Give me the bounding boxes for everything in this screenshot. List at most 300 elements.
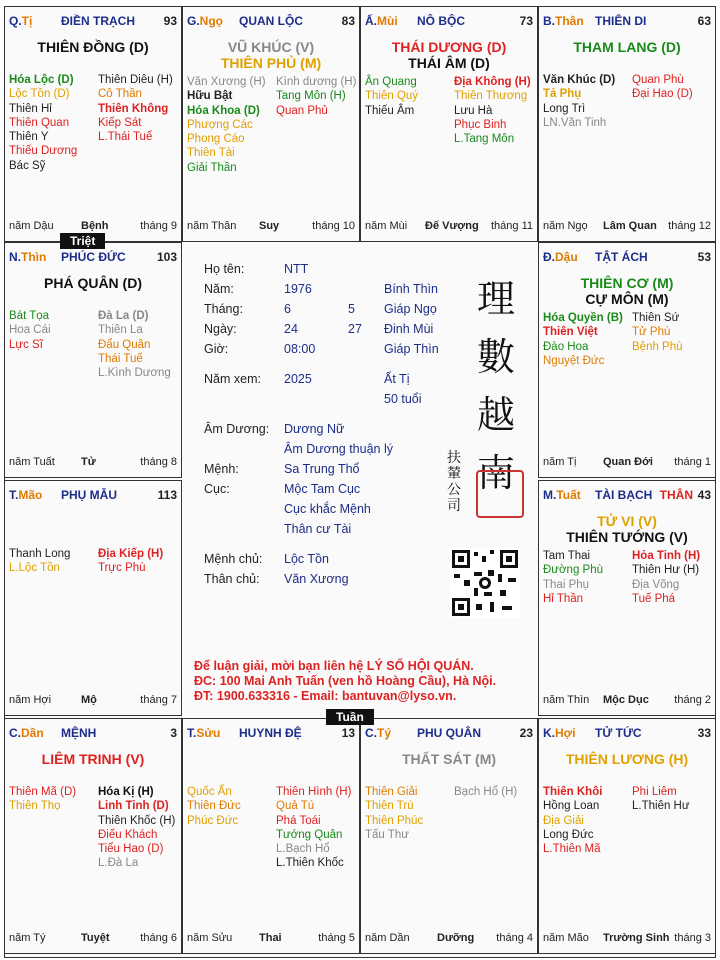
minor-star: L.Tang Môn [454,133,515,146]
minor-star: Lộc Tồn (D) [9,88,70,101]
palace-year: năm Ngọ [543,220,588,232]
palace-branch: Tị [21,14,33,28]
minor-star: Hóa Khoa (D) [187,104,260,117]
minor-star: Thiên Giải [365,786,418,798]
palace-name: PHU QUÂN [417,726,482,740]
minor-star: Địa Không (H) [454,76,531,88]
palace-age: 23 [519,726,533,740]
palace-stem: Ấ. [365,14,377,28]
info-value: 08:00 [284,342,316,356]
info-value: Giáp Ngọ [384,302,437,316]
minor-star: Hoa Cái [9,324,51,337]
palace-footer [365,932,533,946]
minor-star: Quan Phủ [276,104,328,117]
minor-star: Thiên Không [98,102,169,115]
palace-branch: Ngọ [199,14,223,28]
palace-stage: Đế Vượng [425,220,479,232]
palace-name: NÔ BỘC [417,14,465,28]
palace-stage: Mộ [81,694,97,706]
palace-header [9,14,177,30]
palace-stem: K. [543,726,555,740]
minor-star: Kình dương (H) [276,76,357,88]
palace-footer [9,456,177,470]
right-stars [454,75,531,146]
minor-star: Long Trì [543,102,586,115]
palace-year: năm Mão [543,932,589,944]
minor-star: Quan Phù [632,74,684,86]
palace-name: ĐIỀN TRẠCH [61,14,135,28]
info-label: Tháng: [204,302,243,316]
minor-star: Thiên Quan [9,116,70,129]
palace-footer [543,932,711,946]
info-value: Âm Dương thuận lý [284,442,393,456]
palace-cell [4,6,182,242]
info-label: Năm xem: [204,372,261,386]
minor-star: L.Bạch Hổ [276,843,330,856]
palace-age: 13 [341,726,355,740]
calligraphy-logo: 理 數 越 南 [476,277,515,495]
palace-branch: Thìn [21,250,47,264]
minor-star: Long Đức [543,828,594,841]
left-stars [9,73,77,173]
minor-star: Thai Phụ [543,578,590,591]
right-stars [632,785,690,814]
minor-star: L.Thiên Hư [632,800,690,813]
info-label: Cục: [204,482,230,496]
right-stars [98,785,175,871]
minor-star: Phúc Đức [187,814,239,827]
palace-cell [538,718,716,954]
minor-star: Kiếp Sát [98,116,142,129]
info-value: Đinh Mùi [384,322,434,336]
palace-header [365,726,533,742]
palace-header [543,488,711,504]
palace-cell [538,242,716,478]
palace-footer [543,220,711,234]
main-stars [5,751,181,767]
palace-stage: Quan Đới [603,456,653,468]
palace-header [9,250,177,266]
palace-year: năm Tị [543,456,577,468]
minor-star: Đẩu Quân [98,338,151,351]
main-star: CỰ MÔN (M) [585,291,669,307]
palace-stem: Q. [9,14,22,28]
info-value: Cục khắc Mệnh [284,502,371,516]
right-stars [632,73,693,102]
palace-age: 43 [697,488,711,502]
palace-header [187,726,355,742]
palace-year: năm Mùi [365,220,408,232]
palace-cell [538,480,716,716]
palace-stage: Mộc Dục [603,694,649,706]
palace-year: năm Sửu [187,932,233,944]
palace-stage: Lâm Quan [603,220,657,232]
palace-branch: Sửu [196,726,221,740]
main-stars [5,275,181,291]
right-stars [276,785,351,871]
main-stars [539,39,715,55]
palace-stage: Thai [259,932,282,944]
minor-star: Thiên Hỉ [9,102,52,115]
minor-star: Thiên Sứ [632,312,680,324]
palace-cell [182,6,360,242]
left-stars [9,309,51,352]
palace-stage: Suy [259,220,280,232]
info-value: Văn Xương [284,572,349,586]
palace-year: năm Dần [365,932,410,944]
left-stars [543,73,615,130]
main-stars [361,751,537,767]
right-stars [98,309,171,380]
main-stars [539,513,715,545]
palace-name: QUAN LỘC [239,14,303,28]
left-stars [543,549,603,606]
left-stars [187,75,266,175]
right-stars [98,73,173,144]
palace-stem: G. [187,14,200,28]
minor-star: Hồng Loan [543,800,600,813]
palace-stem: C. [365,726,377,740]
info-value: 24 [284,322,298,336]
minor-star: Thái Tuế [98,352,143,365]
minor-star: Hóa Quyền (B) [543,312,623,324]
minor-star: L.Lộc Tồn [9,562,60,575]
minor-star: L.Kình Dương [98,367,171,380]
palace-stem: N. [9,250,21,264]
palace-cell [360,6,538,242]
minor-star: Trực Phù [98,562,146,575]
main-star: THÁI ÂM (D) [408,55,490,71]
right-stars [632,549,700,606]
minor-star: Quốc Ấn [187,786,232,798]
main-star: THÁI DƯƠNG (D) [391,39,507,55]
main-stars [539,751,715,767]
minor-star: Thiên Khốc (H) [98,814,176,827]
minor-star: Thiên Hình (H) [276,786,352,798]
minor-star: Tiểu Hao (D) [98,843,164,856]
main-star: THAM LANG (D) [573,39,681,55]
palace-header [543,250,711,266]
palace-age: 113 [157,488,177,502]
palace-stem: T. [9,488,19,502]
palace-year: năm Tuất [9,456,55,468]
right-stars [632,311,683,354]
minor-star: Thiên Phúc [365,814,424,827]
minor-star: Tam Thai [543,550,591,562]
palace-name: TỬ TỨC [595,726,642,740]
info-label: Ngày: [204,322,237,336]
palace-header [9,488,177,504]
info-value: Giáp Thìn [384,342,439,356]
main-stars [361,39,537,71]
minor-star: Thiên Đức [187,800,241,813]
palace-cell [182,718,360,954]
palace-stem: B. [543,14,555,28]
palace-branch: Tý [377,726,392,740]
minor-star: Thiên Thọ [9,800,61,813]
info-value: 6 [284,302,291,316]
main-star: THIÊN TƯỚNG (V) [566,529,688,545]
palace-year: năm Thìn [543,694,590,706]
palace-month: tháng 4 [496,932,533,944]
right-stars [276,75,356,118]
info-value: 1976 [284,282,312,296]
minor-star: Thiếu Dương [9,145,78,158]
minor-star: Thiên Mã (D) [9,786,77,798]
palace-name: MỆNH [61,726,97,740]
minor-star: Cô Thần [98,88,142,101]
palace-name: HUYNH ĐỆ [239,726,302,740]
palace-branch: Thân [555,14,584,28]
palace-footer [9,932,177,946]
minor-star: Địa Giải [543,814,584,827]
palace-age: 33 [697,726,711,740]
info-value: Dương Nữ [284,422,345,436]
palace-age: 63 [697,14,711,28]
info-label: Năm: [204,282,234,296]
palace-stem: M. [543,488,557,502]
info-label: Mệnh: [204,462,239,476]
palace-branch: Dậu [555,250,578,264]
main-stars [183,39,359,71]
minor-star: L.Đà La [98,857,139,870]
palace-footer [365,220,533,234]
minor-star: Tấu Thư [365,828,409,841]
palace-age: 3 [170,726,177,740]
info-label: Mệnh chủ: [204,552,263,566]
palace-month: tháng 1 [674,456,711,468]
minor-star: Thiên La [98,324,143,337]
main-star: VŨ KHÚC (V) [227,39,315,55]
palace-month: tháng 10 [312,220,355,232]
minor-star: Thiên Y [9,131,49,144]
palace-branch: Dần [21,726,44,740]
minor-star: Đào Hoa [543,340,589,353]
minor-star: Phong Cáo [187,133,245,146]
info-value: 27 [348,322,362,336]
palace-age: 53 [697,250,711,264]
minor-star: Văn Xương (H) [187,76,266,88]
palace-stage: Trường Sinh [603,932,670,944]
tuan-marker: Tuần [326,709,374,725]
minor-star: Thiên Tài [187,147,235,160]
palace-month: tháng 8 [140,456,177,468]
contact-info: Để luận giải, mời bạn liên hệ LÝ SỐ HỘI QUÁN. ĐC: 100 Mai Anh Tuấn (ven hồ Hoàng Cầu), Hà Nội. ĐT: 1900.633316 - Email: bantuvan@lyso.vn. [194,659,497,703]
left-stars [543,785,602,856]
minor-star: Bác Sỹ [9,159,46,172]
minor-star: Đà La (D) [98,310,149,322]
palace-age: 103 [156,250,177,264]
minor-star: Phá Toái [276,814,321,827]
palace-header [9,726,177,742]
info-value: Ất Tị [384,372,410,386]
main-star: PHÁ QUÂN (D) [44,275,142,291]
right-stars [454,785,517,799]
minor-star: Tử Phù [632,326,671,339]
main-stars [5,39,181,55]
minor-star: Bệnh Phù [632,340,683,353]
left-stars [187,785,241,828]
minor-star: Phượng Các [187,118,253,131]
main-star: THIÊN CƠ (M) [580,275,674,291]
main-star: TỬ VI (V) [597,513,657,529]
palace-stem: Đ. [543,250,555,264]
right-stars [98,547,163,576]
minor-star: L.Thiên Mã [543,843,601,856]
palace-footer [9,694,177,708]
main-star: THIÊN ĐỒNG (D) [37,39,149,55]
palace-footer [543,694,711,708]
palace-header [187,14,355,30]
palace-stage: Tử [81,456,96,468]
main-star: THIÊN PHỦ (M) [220,55,322,71]
minor-star: LN.Văn Tinh [543,116,607,129]
palace-age: 83 [341,14,355,28]
minor-star: Văn Khúc (D) [543,74,616,86]
minor-star: Địa Võng [632,578,680,591]
minor-star: Nguyệt Đức [543,354,605,367]
minor-star: Lực Sĩ [9,338,43,351]
minor-star: Giải Thần [187,161,237,174]
minor-star: L.Thiên Khốc [276,857,344,870]
main-star: THIÊN LƯƠNG (H) [565,751,689,767]
info-value: Thân cư Tài [284,522,352,536]
minor-star: Hóa Kị (H) [98,786,154,798]
palace-month: tháng 3 [674,932,711,944]
palace-footer [187,220,355,234]
than-marker: THÂN [659,488,693,502]
minor-star: Hỏa Tinh (H) [632,550,701,562]
main-stars [539,275,715,307]
palace-stage: Tuyệt [81,932,110,944]
minor-star: Điếu Khách [98,828,158,841]
minor-star: Thiên Việt [543,326,598,339]
palace-age: 93 [163,14,177,28]
minor-star: Bát Tọa [9,310,50,322]
left-stars [365,75,418,118]
palace-month: tháng 2 [674,694,711,706]
palace-month: tháng 12 [668,220,711,232]
left-stars [9,785,76,814]
palace-month: tháng 5 [318,932,355,944]
minor-star: Tả Phụ [543,88,582,101]
palace-name: PHỤ MẪU [61,488,117,502]
palace-cell [538,6,716,242]
minor-star: Quả Tú [276,800,315,813]
palace-year: năm Hợi [9,694,52,706]
minor-star: Linh Tinh (D) [98,800,169,813]
palace-year: năm Thân [187,220,237,232]
palace-month: tháng 6 [140,932,177,944]
red-seal-stamp [476,470,524,518]
minor-star: Tướng Quân [276,828,343,841]
info-value: Bính Thìn [384,282,438,296]
minor-star: Thanh Long [9,548,71,560]
palace-stem: T. [187,726,197,740]
palace-footer [543,456,711,470]
info-label: Giờ: [204,342,229,356]
minor-star: Đường Phù [543,564,603,577]
palace-header [543,726,711,742]
palace-name: PHÚC ĐỨC [61,250,126,264]
palace-cell [4,480,182,716]
palace-header [365,14,533,30]
info-value: NTT [284,262,309,276]
info-value: 5 [348,302,355,316]
info-label: Âm Dương: [204,422,270,436]
minor-star: Tang Môn (H) [276,90,346,103]
palace-name: TẬT ÁCH [595,250,648,264]
palace-name: TÀI BẠCH [595,488,653,502]
palace-cell [4,718,182,954]
palace-age: 73 [519,14,533,28]
minor-star: Lưu Hà [454,104,493,117]
triet-marker: Triệt [60,233,105,249]
palace-month: tháng 11 [490,220,533,232]
palace-month: tháng 9 [140,220,177,232]
minor-star: Phi Liêm [632,786,677,798]
palace-stage: Dưỡng [437,932,475,944]
minor-star: Thiên Diêu (H) [98,74,173,86]
info-value: Sa Trung Thổ [284,462,360,476]
palace-year: năm Tý [9,932,46,944]
info-label: Họ tên: [204,262,245,276]
main-star: THẤT SÁT (M) [401,751,497,767]
palace-cell [360,718,538,954]
palace-stem: C. [9,726,21,740]
info-value: 50 tuổi [384,392,422,406]
palace-branch: Mão [18,488,43,502]
minor-star: Bạch Hổ (H) [454,786,518,798]
minor-star: Thiếu Âm [365,104,415,117]
main-star: LIÊM TRINH (V) [41,751,145,767]
palace-month: tháng 7 [140,694,177,706]
minor-star: Thiên Khôi [543,786,603,798]
calligraphy-subtitle: 扶 輦 公 司 [447,450,461,514]
minor-star: Hữu Bật [187,90,233,103]
info-value: 2025 [284,372,312,386]
minor-star: Thiên Quý [365,90,419,103]
palace-cell [4,242,182,478]
info-label: Thân chủ: [204,572,260,586]
left-stars [543,311,623,368]
minor-star: Hóa Lộc (D) [9,74,74,86]
info-value: Mộc Tam Cục [284,482,361,496]
palace-footer [9,220,177,234]
info-value: Lộc Tồn [284,552,329,566]
left-stars [9,547,70,576]
palace-stage: Bệnh [81,220,109,232]
palace-year: năm Dậu [9,220,54,232]
minor-star: Thiên Trù [365,800,414,813]
qr-code-icon[interactable] [450,548,520,618]
minor-star: Đại Hao (D) [632,88,693,101]
minor-star: Ân Quang [365,76,417,88]
minor-star: Tuế Phá [632,592,676,605]
minor-star: Thiên Hư (H) [632,564,700,577]
left-stars [365,785,423,842]
minor-star: Hỉ Thần [543,592,584,605]
palace-footer [187,932,355,946]
palace-name: THIÊN DI [595,14,647,28]
minor-star: Địa Kiếp (H) [98,548,164,560]
palace-branch: Hợi [555,726,576,740]
palace-header [543,14,711,30]
minor-star: L.Thái Tuế [98,131,153,144]
palace-branch: Tuất [556,488,581,502]
minor-star: Phục Binh [454,118,507,131]
minor-star: Thiên Thương [454,90,528,103]
